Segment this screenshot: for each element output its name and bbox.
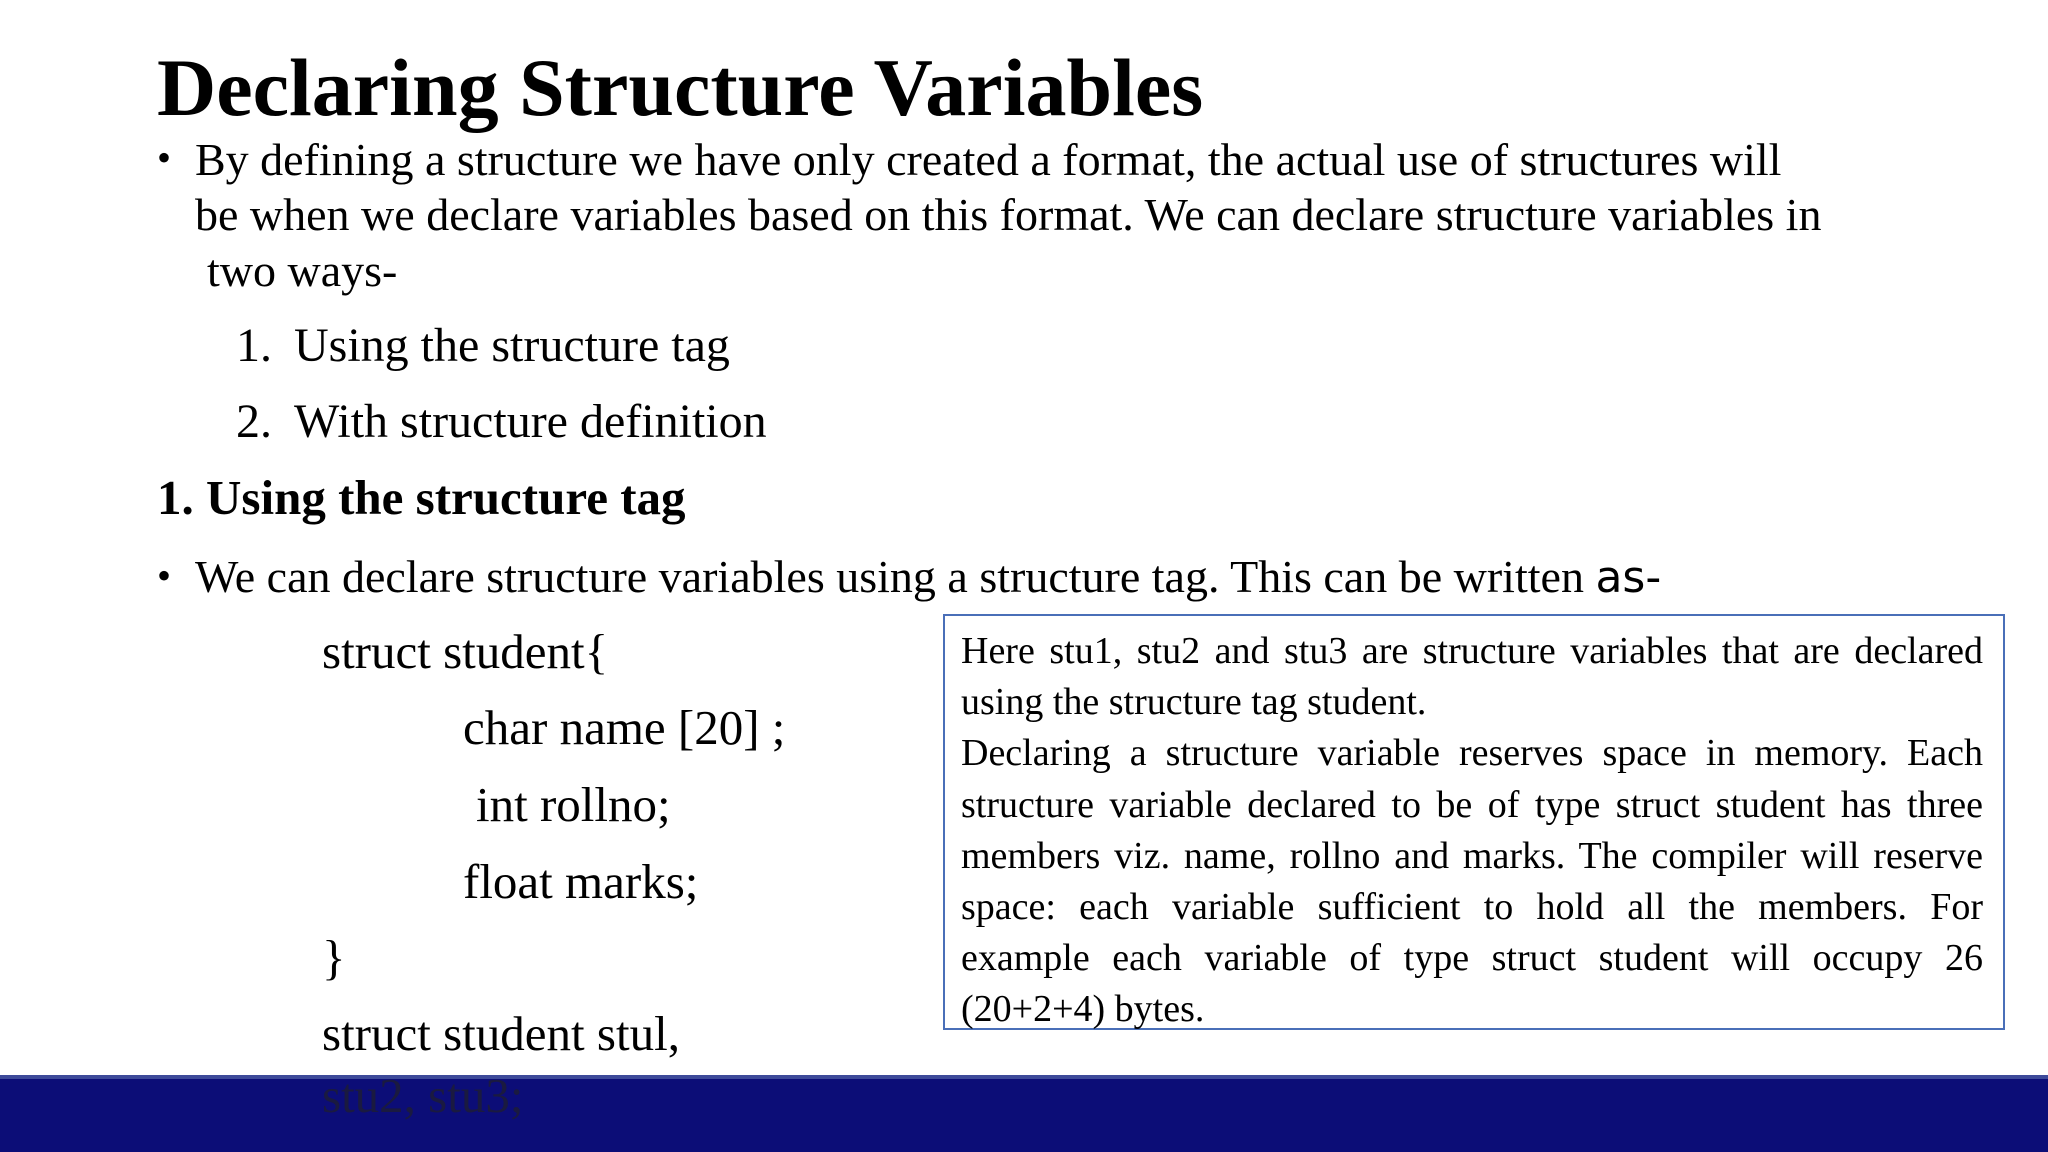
bullet-marker: • [157,553,172,598]
bullet1-line1: By defining a structure we have only created a format, the actual use of structures will [195,134,1782,185]
bullet2-text [195,548,1661,606]
note-paragraph-1: Here stu1, stu2 and stu3 are structure variables that are declared using the structure tag student. [961,630,1983,724]
section-heading: 1. Using the structure tag [157,470,686,525]
note-paragraph-2: Declaring a structure variable reserves space in memory. Each structure variable declared to be of type struct student has three members viz. name, rollno and marks. The compiler will reserve space: each variable sufficient to hold all the members. For example each variable of type struct student will occupy 26 (20+2+4) bytes. [961,732,1983,1031]
code-line-3: int rollno; [476,777,671,832]
bullet2-main: We can declare structure variables using a structure tag. This can be written [195,551,1596,602]
note-text [961,626,1983,1036]
bullet1-line2: be when we declare variables based on this format. We can declare structure variables in [195,189,1822,240]
code-line-6: struct student stul, [322,1006,680,1061]
bullet-marker: • [157,135,172,180]
bullet2-tail: as- [1595,552,1662,603]
footer-band [0,1075,2048,1152]
way-number: 2. [236,395,272,448]
code-line-7: stu2, stu3; [322,1068,524,1123]
code-line-2: char name [20] ; [463,700,786,755]
code-line-5: } [322,930,346,985]
code-line-4: float marks; [463,854,699,909]
way-item-2 [236,394,767,450]
note-textbox [943,614,2005,1030]
way-text: Using the structure tag [294,319,730,372]
way-item-1 [236,318,730,374]
way-number: 1. [236,319,272,372]
code-line-1: struct student{ [322,624,609,679]
slide-title: Declaring Structure Variables [157,42,1204,133]
way-text: With structure definition [294,395,767,448]
bullet1-line3: two ways- [207,245,398,296]
